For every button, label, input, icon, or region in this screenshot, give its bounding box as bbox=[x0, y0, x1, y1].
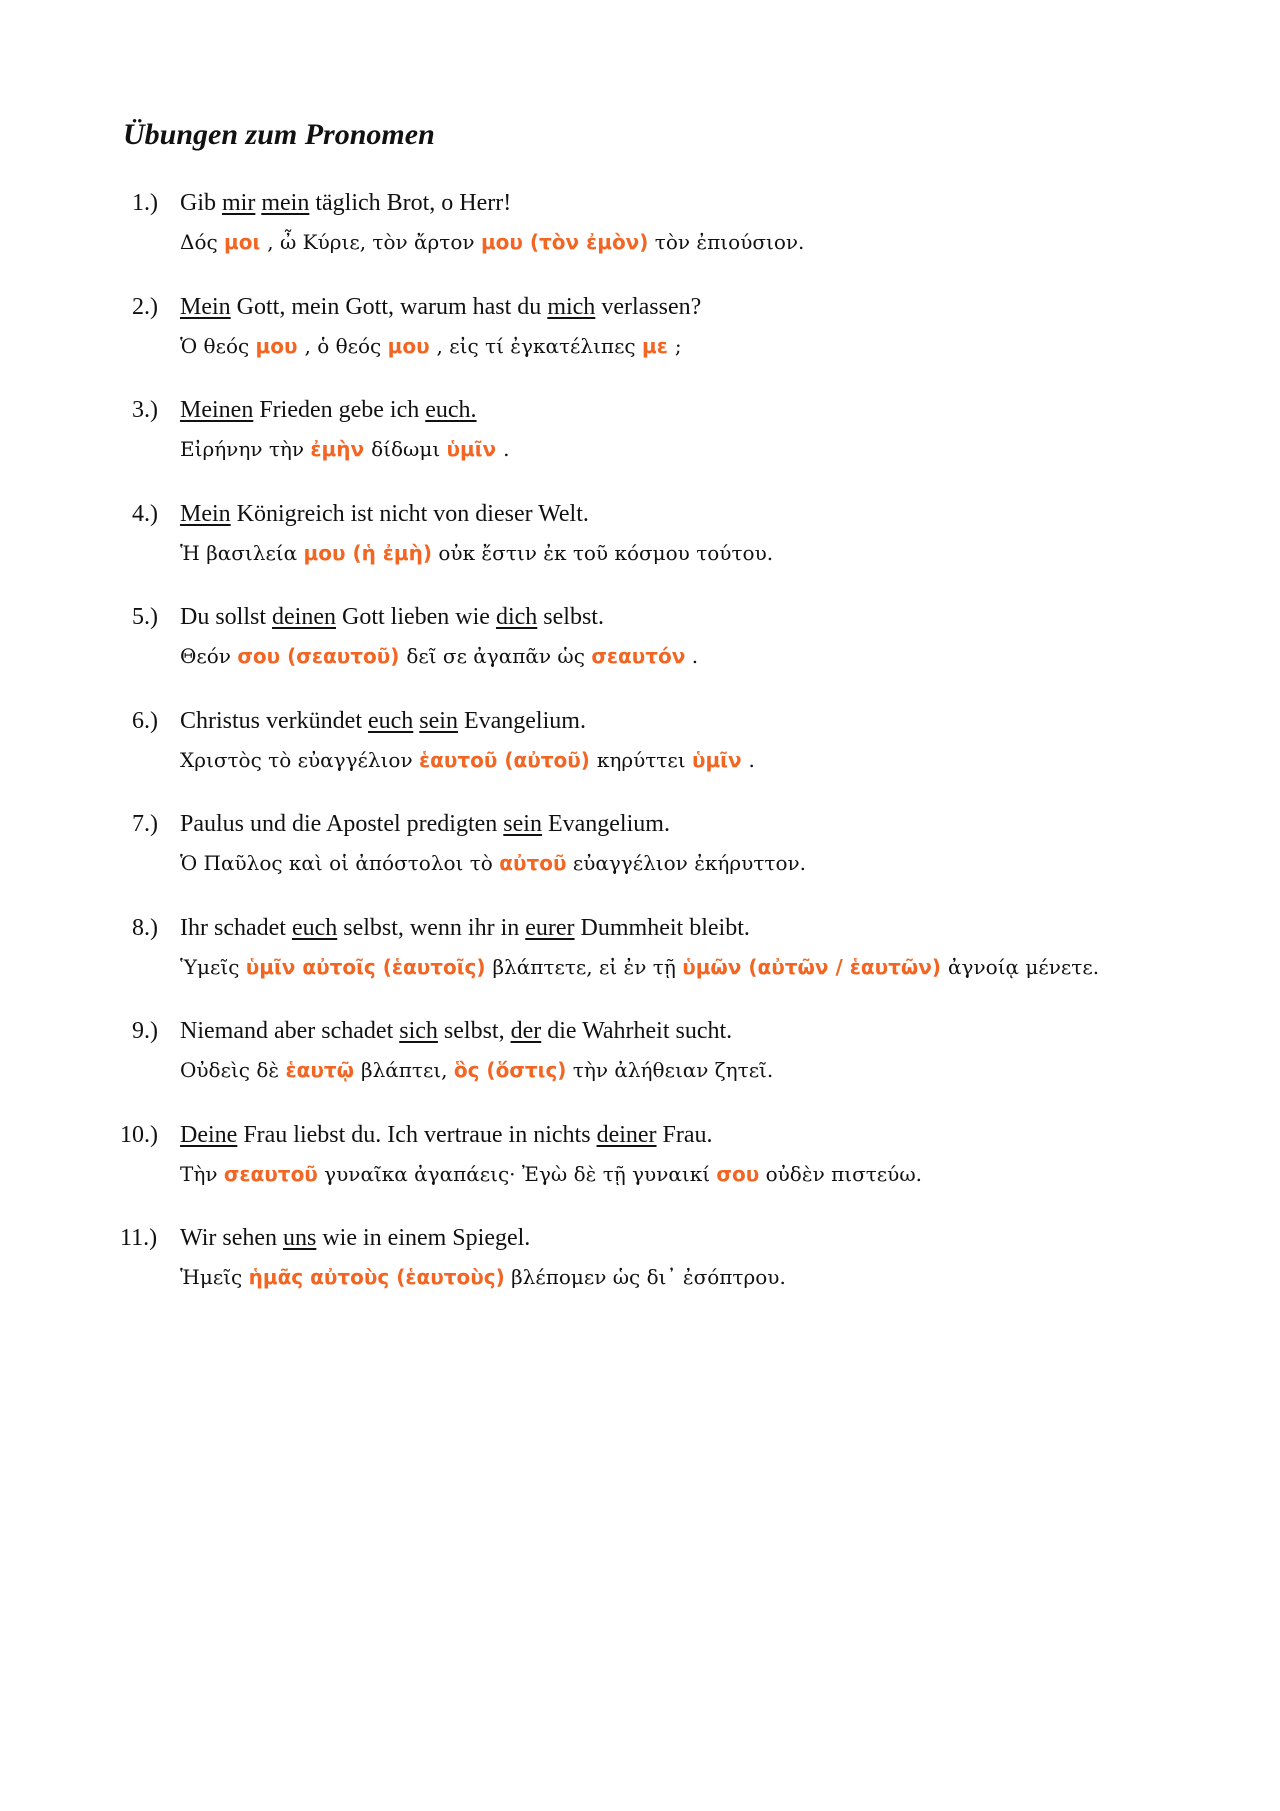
answer-pronoun: με bbox=[642, 333, 675, 358]
greek-text: δεῖ σε ἀγαπᾶν ὡς bbox=[406, 644, 592, 668]
answer-pronoun: ὑμῖν bbox=[446, 437, 504, 461]
greek-translation bbox=[180, 437, 510, 461]
german-sentence bbox=[180, 294, 701, 321]
greek-text: βλάπτει, bbox=[361, 1058, 454, 1082]
greek-text: Ἡμεῖς bbox=[180, 1265, 249, 1289]
exercise-number: 3.) bbox=[132, 397, 158, 423]
greek-translation bbox=[180, 541, 773, 565]
underlined-pronoun: mich bbox=[547, 293, 596, 320]
greek-text: εὐαγγέλιον ἐκήρυττον. bbox=[566, 851, 807, 875]
german-text: Gott lieben wie bbox=[336, 604, 496, 630]
greek-translation bbox=[180, 334, 682, 358]
german-sentence bbox=[180, 190, 511, 217]
greek-text: βλέπομεν ὡς δι᾽ ἐσόπτρου. bbox=[504, 1265, 786, 1289]
greek-translation bbox=[180, 851, 806, 875]
exercise-number: 6.) bbox=[132, 707, 158, 734]
greek-text: τὴν ἀλήθειαν ζητεῖ. bbox=[566, 1058, 774, 1082]
greek-text: οὐδὲν πιστεύω. bbox=[759, 1161, 922, 1186]
greek-text: Ὁ Παῦλος καὶ οἱ ἀπόστολοι τὸ bbox=[180, 851, 500, 875]
german-text: Du sollst bbox=[180, 604, 273, 630]
answer-pronoun: μου bbox=[387, 333, 437, 358]
german-text: Evangelium. bbox=[457, 707, 586, 734]
underlined-pronoun: euch. bbox=[425, 397, 477, 423]
greek-translation bbox=[180, 748, 755, 772]
exercise-number: 4.) bbox=[132, 500, 158, 527]
underlined-pronoun: Mein bbox=[180, 500, 231, 527]
underlined-pronoun: sich bbox=[399, 1018, 438, 1044]
answer-pronoun: σεαυτοῦ bbox=[223, 1161, 318, 1186]
greek-text: κηρύττει bbox=[596, 747, 692, 772]
underlined-pronoun: euch bbox=[367, 707, 414, 734]
answer-pronoun: ὑμῖν bbox=[691, 747, 749, 772]
greek-text: . bbox=[685, 644, 699, 668]
underlined-pronoun: deiner bbox=[596, 1121, 657, 1148]
underlined-pronoun: Mein bbox=[180, 293, 231, 320]
german-sentence bbox=[180, 708, 586, 735]
greek-text: τὸν ἐπιούσιον. bbox=[648, 230, 805, 254]
german-text: Gott, mein Gott, warum hast du bbox=[230, 293, 548, 320]
german-text: Niemand aber schadet bbox=[180, 1018, 400, 1044]
german-text: verlassen? bbox=[595, 293, 702, 320]
greek-text: Εἰρήνην τὴν bbox=[180, 437, 311, 461]
german-text: täglich Brot, o Herr! bbox=[309, 190, 512, 216]
german-text: Frau. bbox=[656, 1121, 713, 1148]
underlined-pronoun: der bbox=[510, 1018, 542, 1044]
german-sentence bbox=[180, 501, 589, 528]
german-sentence bbox=[180, 397, 477, 424]
greek-text: Ὑμεῖς bbox=[180, 954, 246, 979]
german-sentence bbox=[180, 604, 604, 631]
answer-pronoun: ὑμῖν αὐτοῖς (ἑαυτοῖς) bbox=[245, 954, 493, 979]
answer-pronoun: μου (ἡ ἐμὴ) bbox=[303, 540, 433, 565]
answer-pronoun: ὃς (ὅστις) bbox=[453, 1058, 567, 1082]
greek-text: Τὴν bbox=[180, 1161, 224, 1186]
answer-pronoun: σου (σεαυτοῦ) bbox=[237, 644, 407, 668]
answer-pronoun: ἑαυτοῦ (αὐτοῦ) bbox=[418, 747, 597, 772]
greek-text: , ὁ θεός bbox=[304, 333, 388, 358]
german-sentence bbox=[180, 915, 750, 942]
greek-text: ἀγνοίᾳ μένετε. bbox=[948, 954, 1100, 979]
greek-translation bbox=[180, 1265, 786, 1289]
underlined-pronoun: sein bbox=[419, 707, 458, 734]
german-text: Paulus und die Apostel predigten bbox=[180, 811, 504, 837]
greek-text: ; bbox=[674, 333, 682, 358]
german-text: Wir sehen bbox=[180, 1225, 283, 1251]
greek-text: Ἡ βασιλεία bbox=[180, 540, 304, 565]
answer-pronoun: ἡμᾶς αὐτοὺς (ἑαυτοὺς) bbox=[248, 1265, 505, 1289]
underlined-pronoun: mir bbox=[222, 190, 256, 216]
answer-pronoun: ἑαυτῷ bbox=[285, 1058, 361, 1082]
underlined-pronoun: deinen bbox=[272, 604, 336, 630]
greek-text: . bbox=[503, 437, 510, 461]
german-text: selbst. bbox=[537, 604, 604, 630]
greek-text: γυναῖκα ἀγαπάεις· Ἐγὼ δὲ τῇ γυναικί bbox=[317, 1161, 717, 1186]
answer-pronoun: μου bbox=[255, 333, 305, 358]
greek-text: , ὦ Κύριε, τὸν ἄρτον bbox=[267, 230, 481, 254]
underlined-pronoun: Deine bbox=[180, 1121, 238, 1148]
underlined-pronoun: Meinen bbox=[180, 397, 254, 423]
german-text: selbst, wenn ihr in bbox=[337, 914, 526, 941]
german-text: Ihr schadet bbox=[180, 914, 292, 941]
answer-pronoun: ἐμὴν bbox=[310, 437, 372, 461]
underlined-pronoun: mein bbox=[261, 190, 310, 216]
german-sentence bbox=[180, 1122, 713, 1149]
greek-text: δίδωμι bbox=[371, 437, 447, 461]
german-sentence bbox=[180, 1018, 732, 1045]
german-sentence bbox=[180, 1225, 530, 1252]
answer-pronoun: σεαυτόν bbox=[591, 644, 686, 668]
underlined-pronoun: sein bbox=[503, 811, 542, 837]
exercise-number: 8.) bbox=[132, 914, 158, 941]
greek-translation bbox=[180, 1162, 922, 1186]
answer-pronoun: μου (τὸν ἐμὸν) bbox=[480, 230, 649, 254]
exercise-number: 9.) bbox=[132, 1018, 158, 1044]
german-text: Evangelium. bbox=[541, 811, 670, 837]
greek-text: Ὁ θεός bbox=[180, 333, 256, 358]
german-text: Dummheit bleibt. bbox=[574, 914, 750, 941]
exercise-number: 5.) bbox=[132, 604, 158, 630]
underlined-pronoun: uns bbox=[283, 1225, 317, 1251]
greek-text: , εἰς τί ἐγκατέλιπες bbox=[436, 333, 642, 358]
greek-translation bbox=[180, 644, 698, 668]
greek-text: . bbox=[748, 747, 755, 772]
exercise-number: 7.) bbox=[132, 811, 158, 837]
answer-pronoun: ὑμῶν (αὐτῶν / ἑαυτῶν) bbox=[682, 954, 949, 979]
german-text: Christus verkündet bbox=[180, 707, 368, 734]
greek-text: βλάπτετε, εἰ ἐν τῇ bbox=[492, 954, 683, 979]
german-text: die Wahrheit sucht. bbox=[541, 1018, 733, 1044]
exercise-number: 2.) bbox=[132, 293, 158, 320]
german-text: Frau liebst du. Ich vertraue in nichts bbox=[237, 1121, 597, 1148]
german-text: Gib bbox=[180, 190, 222, 216]
german-text: wie in einem Spiegel. bbox=[316, 1225, 531, 1251]
answer-pronoun: μοι bbox=[224, 230, 268, 254]
exercise-number: 10.) bbox=[120, 1121, 158, 1148]
underlined-pronoun: eurer bbox=[525, 914, 575, 941]
greek-translation bbox=[180, 1058, 773, 1082]
greek-text: Χριστὸς τὸ εὐαγγέλιον bbox=[180, 747, 419, 772]
german-text: Königreich ist nicht von dieser Welt. bbox=[230, 500, 589, 527]
exercise-number: 11.) bbox=[120, 1225, 158, 1251]
underlined-pronoun: euch bbox=[291, 914, 338, 941]
exercise-number: 1.) bbox=[132, 190, 158, 216]
greek-text: Οὐδεὶς δὲ bbox=[180, 1058, 286, 1082]
german-sentence bbox=[180, 811, 670, 838]
greek-text: Δός bbox=[180, 230, 225, 254]
answer-pronoun: αὐτοῦ bbox=[499, 851, 567, 875]
greek-text: οὐκ ἔστιν ἐκ τοῦ κόσμου τούτου. bbox=[432, 540, 774, 565]
greek-text: Θεόν bbox=[180, 644, 238, 668]
greek-translation bbox=[180, 955, 1099, 979]
underlined-pronoun: dich bbox=[495, 604, 538, 630]
german-text: Frieden gebe ich bbox=[253, 397, 426, 423]
german-text: selbst, bbox=[437, 1018, 511, 1044]
greek-translation bbox=[180, 230, 804, 254]
answer-pronoun: σου bbox=[716, 1161, 760, 1186]
page-title: Übungen zum Pronomen bbox=[123, 118, 435, 151]
